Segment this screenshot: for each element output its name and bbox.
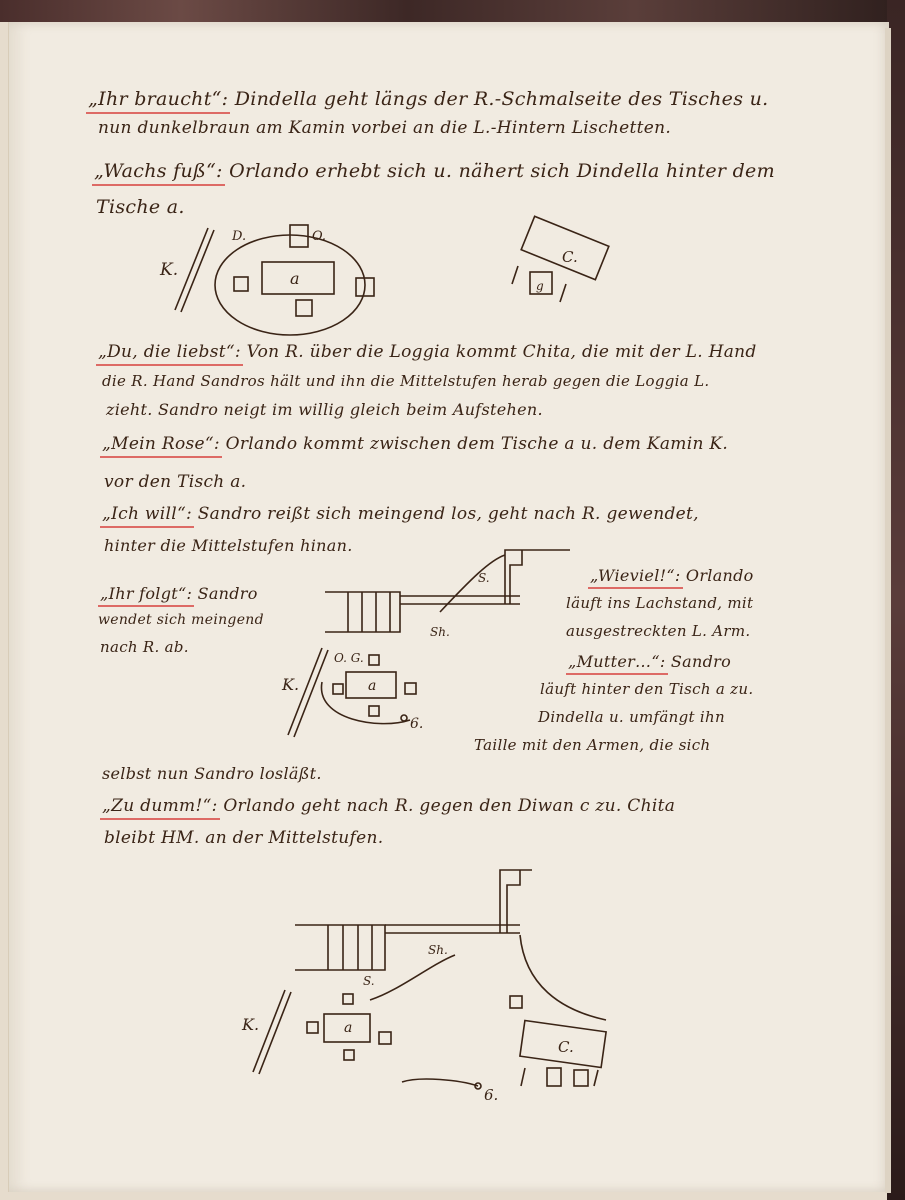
chair: [307, 1022, 318, 1033]
stage-direction: Von R. über die Loggia kommt Chita, die mit der L. Hand: [246, 342, 757, 362]
chair: [574, 1070, 588, 1086]
stage-direction: nach R. ab.: [100, 638, 189, 656]
label-g: g: [536, 279, 544, 293]
stage-direction: vor den Tisch a.: [104, 472, 247, 492]
stage-direction: Taille mit den Armen, die sich: [474, 736, 711, 754]
stage-direction: Dindella geht längs der R.-Schmalseite des Tisches u.: [234, 88, 769, 110]
stage-direction: bleibt HM. an der Mittelstufen.: [104, 828, 384, 848]
label-6: 6.: [484, 1086, 499, 1104]
label-sh: Sh.: [428, 943, 448, 957]
cue-underlined: „Mein Rose“:: [102, 434, 220, 454]
fireplace-line: [175, 228, 208, 310]
label-k: K.: [242, 1015, 260, 1034]
chair: [369, 655, 379, 665]
chair: [510, 996, 522, 1008]
label-s: S.: [478, 571, 490, 585]
chair: [405, 683, 416, 694]
label-a: a: [368, 678, 377, 694]
label-6: 6.: [410, 716, 424, 732]
stage-direction: Orlando erhebt sich u. nähert sich Dindella hinter dem: [229, 160, 775, 182]
label-c: C.: [562, 248, 578, 266]
stage-direction: nun dunkelbraun am Kamin vorbei an die L.-Hintern Lischetten.: [98, 118, 672, 138]
chair: [234, 277, 248, 291]
stage-direction: Orlando geht nach R. gegen den Diwan c zu. Chita: [223, 796, 676, 816]
label-c: C.: [558, 1038, 574, 1056]
stage-direction: Sandro reißt sich meingend los, geht nach R. gewendet,: [197, 504, 699, 524]
stage-direction: Tische a.: [96, 196, 185, 218]
label-k: K.: [282, 675, 300, 694]
chair: [369, 706, 379, 716]
label-o: O. G.: [334, 651, 364, 665]
cue-underlined: „Wachs fuß“:: [94, 160, 223, 182]
stage-direction: läuft hinter den Tisch a zu.: [540, 680, 754, 698]
cue-underlined: „Ich will“:: [102, 504, 192, 524]
label-o: O.: [312, 229, 327, 244]
stage-direction: Sandro: [670, 652, 732, 671]
stage-direction: Dindella u. umfängt ihn: [538, 708, 725, 726]
chair: [296, 300, 312, 316]
sketch-2: [281, 550, 570, 737]
cue-underlined: „Du, die liebst“:: [98, 342, 241, 362]
stage-direction: die R. Hand Sandros hält und ihn die Mittelstufen herab gegen die Loggia L.: [102, 372, 710, 390]
cue-underlined: „Wieviel!“:: [590, 566, 681, 585]
stage-direction: ausgestreckten L. Arm.: [566, 622, 751, 640]
chair: [379, 1032, 391, 1044]
cue-underlined: „Mutter…“:: [568, 652, 666, 671]
chair: [333, 684, 343, 694]
stage-direction: Orlando: [685, 566, 754, 585]
stage-direction: zieht. Sandro neigt im willig gleich beim Aufstehen.: [106, 400, 543, 419]
stage-direction: wendet sich meingend: [98, 612, 264, 628]
chair: [344, 1050, 354, 1060]
stage-direction: Sandro: [197, 584, 258, 603]
label-d: D.: [232, 229, 247, 244]
stage-direction: selbst nun Sandro losläßt.: [102, 764, 322, 783]
label-s: S.: [363, 974, 375, 988]
sketch-1: [159, 216, 609, 335]
label-a: a: [290, 269, 300, 288]
label-k: K.: [160, 260, 179, 280]
sketch-3: [241, 870, 606, 1104]
cue-underlined: „Zu dumm!“:: [102, 796, 218, 816]
cue-underlined: „Ihr braucht“:: [88, 88, 229, 110]
chair: [343, 994, 353, 1004]
label-a: a: [344, 1020, 353, 1036]
stage-direction: Orlando kommt zwischen dem Tische a u. dem Kamin K.: [225, 434, 729, 454]
cue-underlined: „Ihr folgt“:: [100, 584, 193, 603]
stage-direction: hinter die Mittelstufen hinan.: [104, 536, 353, 555]
chair: [547, 1068, 561, 1086]
label-sh: Sh.: [430, 625, 450, 639]
stage-direction: läuft ins Lachstand, mit: [566, 594, 754, 612]
